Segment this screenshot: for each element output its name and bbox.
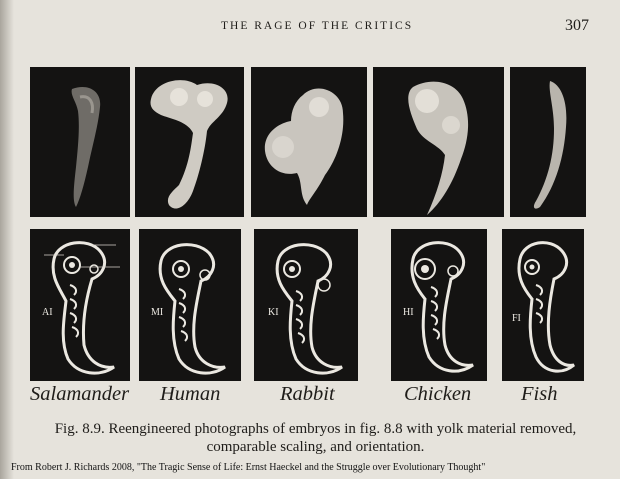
page-gutter-shadow (0, 0, 14, 479)
panel-code-salamander: AI (42, 307, 53, 318)
page-number: 307 (565, 17, 589, 34)
caption-line-2: comparable scaling, and orientation. (206, 439, 425, 455)
panel-code-fish: FI (512, 313, 521, 324)
panel-code-human: MI (151, 307, 164, 318)
salamander-embryo-photo (30, 67, 130, 217)
figure-caption (28, 420, 603, 456)
fish-embryo-drawing (502, 229, 584, 381)
rabbit-embryo-drawing (254, 229, 358, 381)
species-label-human: Human (160, 383, 221, 405)
species-label-rabbit: Rabbit (280, 383, 335, 405)
chicken-embryo-drawing (391, 229, 487, 381)
panel-code-chicken: HI (403, 307, 414, 318)
source-credit: From Robert J. Richards 2008, "The Tragic Sense of Life: Ernst Haeckel and the Struggle over Evolutionary Thought" (11, 462, 486, 473)
species-label-chicken: Chicken (404, 383, 472, 405)
human-embryo-drawing (139, 229, 241, 381)
running-head: THE RAGE OF THE CRITICS (221, 20, 414, 32)
fish-embryo-photo (510, 67, 586, 217)
salamander-embryo-drawing (30, 229, 130, 381)
page-header (0, 17, 620, 40)
species-label-fish: Fish (521, 383, 558, 405)
rabbit-embryo-photo (251, 67, 367, 217)
species-label-salamander: Salamander (30, 383, 130, 405)
caption-line-1: Fig. 8.9. Reengineered photographs of embryos in fig. 8.8 with yolk material removed, (54, 421, 577, 437)
human-embryo-photo (135, 67, 244, 217)
chicken-embryo-photo (373, 67, 504, 217)
panel-code-rabbit: KI (268, 307, 279, 318)
